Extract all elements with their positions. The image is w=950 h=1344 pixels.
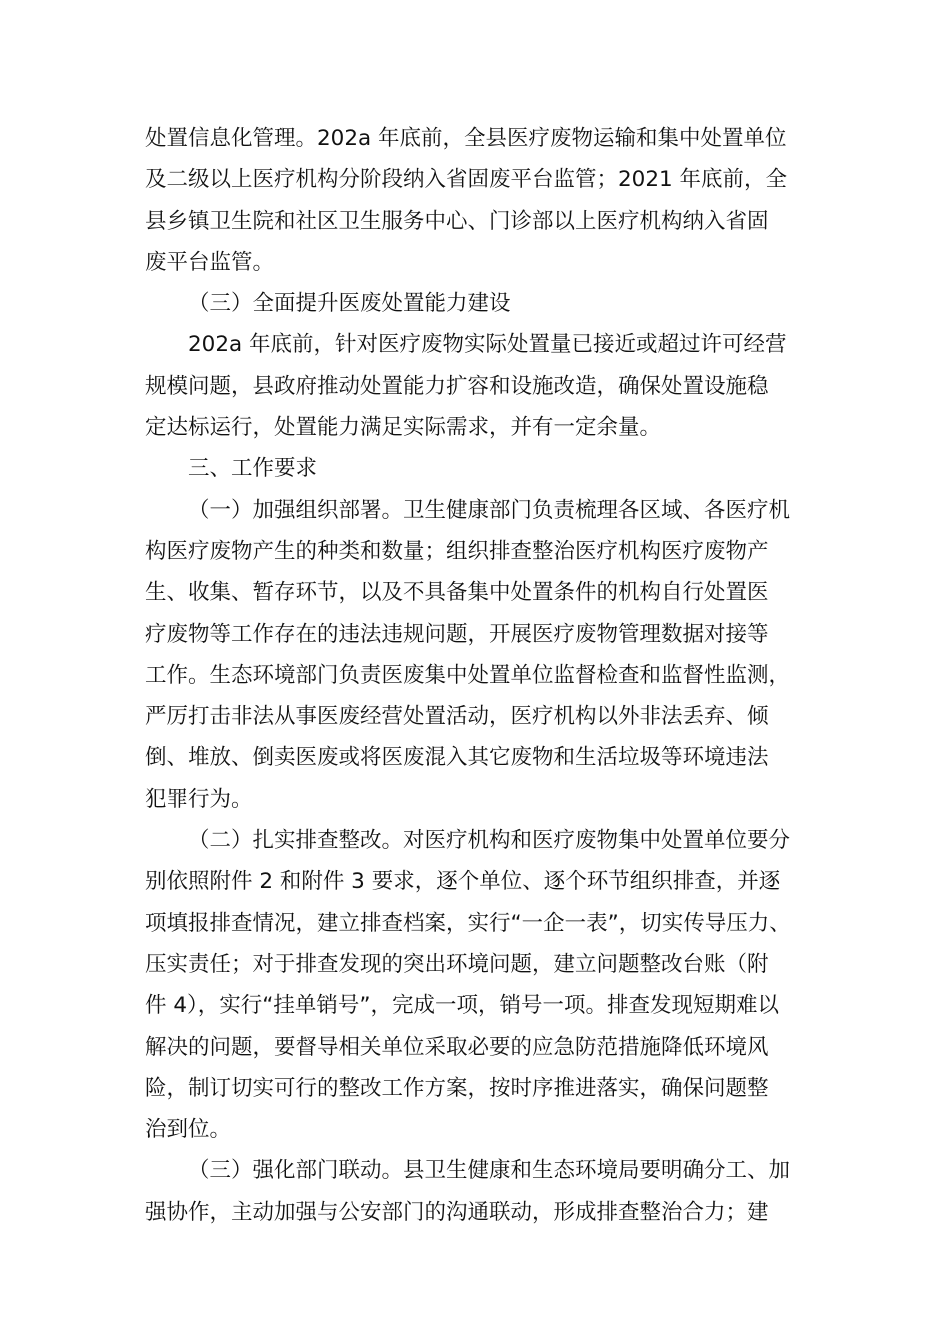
document-line: 工作。生态环境部门负责医废集中处置单位监督检查和监督性监测，: [145, 662, 791, 688]
document-line: 及二级以上医疗机构分阶段纳入省固废平台监管；2021 年底前，全: [145, 167, 788, 193]
document-line: （三）全面提升医废处置能力建设: [188, 291, 511, 317]
document-line: 严厉打击非法从事医废经营处置活动，医疗机构以外非法丢弃、倾: [145, 704, 769, 730]
document-line: 县乡镇卫生院和社区卫生服务中心、门诊部以上医疗机构纳入省固: [145, 208, 769, 234]
document-line: 构医疗废物产生的种类和数量；组织排查整治医疗机构医疗废物产: [145, 538, 769, 564]
document-line: 定达标运行，处置能力满足实际需求，并有一定余量。: [145, 415, 662, 441]
document-line: 生、收集、暂存环节，以及不具备集中处置条件的机构自行处置医: [145, 580, 769, 606]
document-line: 件 4），实行“挂单销号”，完成一项，销号一项。排查发现短期难以: [145, 993, 780, 1019]
document-line: 犯罪行为。: [145, 786, 253, 812]
document-line: 强协作，主动加强与公安部门的沟通联动，形成排查整治合力；建: [145, 1199, 769, 1225]
document-line: 解决的问题，要督导相关单位采取必要的应急防范措施降低环境风: [145, 1034, 769, 1060]
document-body: [145, 118, 835, 1233]
document-line: 处置信息化管理。202a 年底前，全县医疗废物运输和集中处置单位: [145, 126, 787, 151]
document-line: 废平台监管。: [145, 249, 275, 275]
document-line: 别依照附件 2 和附件 3 要求，逐个单位、逐个环节组织排查，并逐: [145, 869, 781, 895]
document-line: 治到位。: [145, 1117, 232, 1143]
document-line: （二）扎实排查整改。对医疗机构和医疗废物集中处置单位要分: [188, 828, 791, 854]
document-line: （一）加强组织部署。卫生健康部门负责梳理各区域、各医疗机: [188, 497, 791, 523]
document-line: 倒、堆放、倒卖医废或将医废混入其它废物和生活垃圾等环境违法: [145, 745, 769, 771]
document-line: 疗废物等工作存在的违法违规问题，开展医疗废物管理数据对接等: [145, 621, 769, 647]
document-line: 项填报排查情况，建立排查档案，实行“一企一表”，切实传导压力、: [145, 910, 791, 936]
document-line: 规模问题，县政府推动处置能力扩容和设施改造，确保处置设施稳: [145, 373, 769, 399]
document-line: 三、工作要求: [188, 456, 318, 482]
document-line: 压实责任；对于排查发现的突出环境问题，建立问题整改台账（附: [145, 951, 769, 977]
document-line: （三）强化部门联动。县卫生健康和生态环境局要明确分工、加: [188, 1158, 791, 1184]
document-line: 202a 年底前，针对医疗废物实际处置量已接近或超过许可经营: [188, 332, 787, 358]
document-line: 险，制订切实可行的整改工作方案，按时序推进落实，确保问题整: [145, 1075, 769, 1101]
